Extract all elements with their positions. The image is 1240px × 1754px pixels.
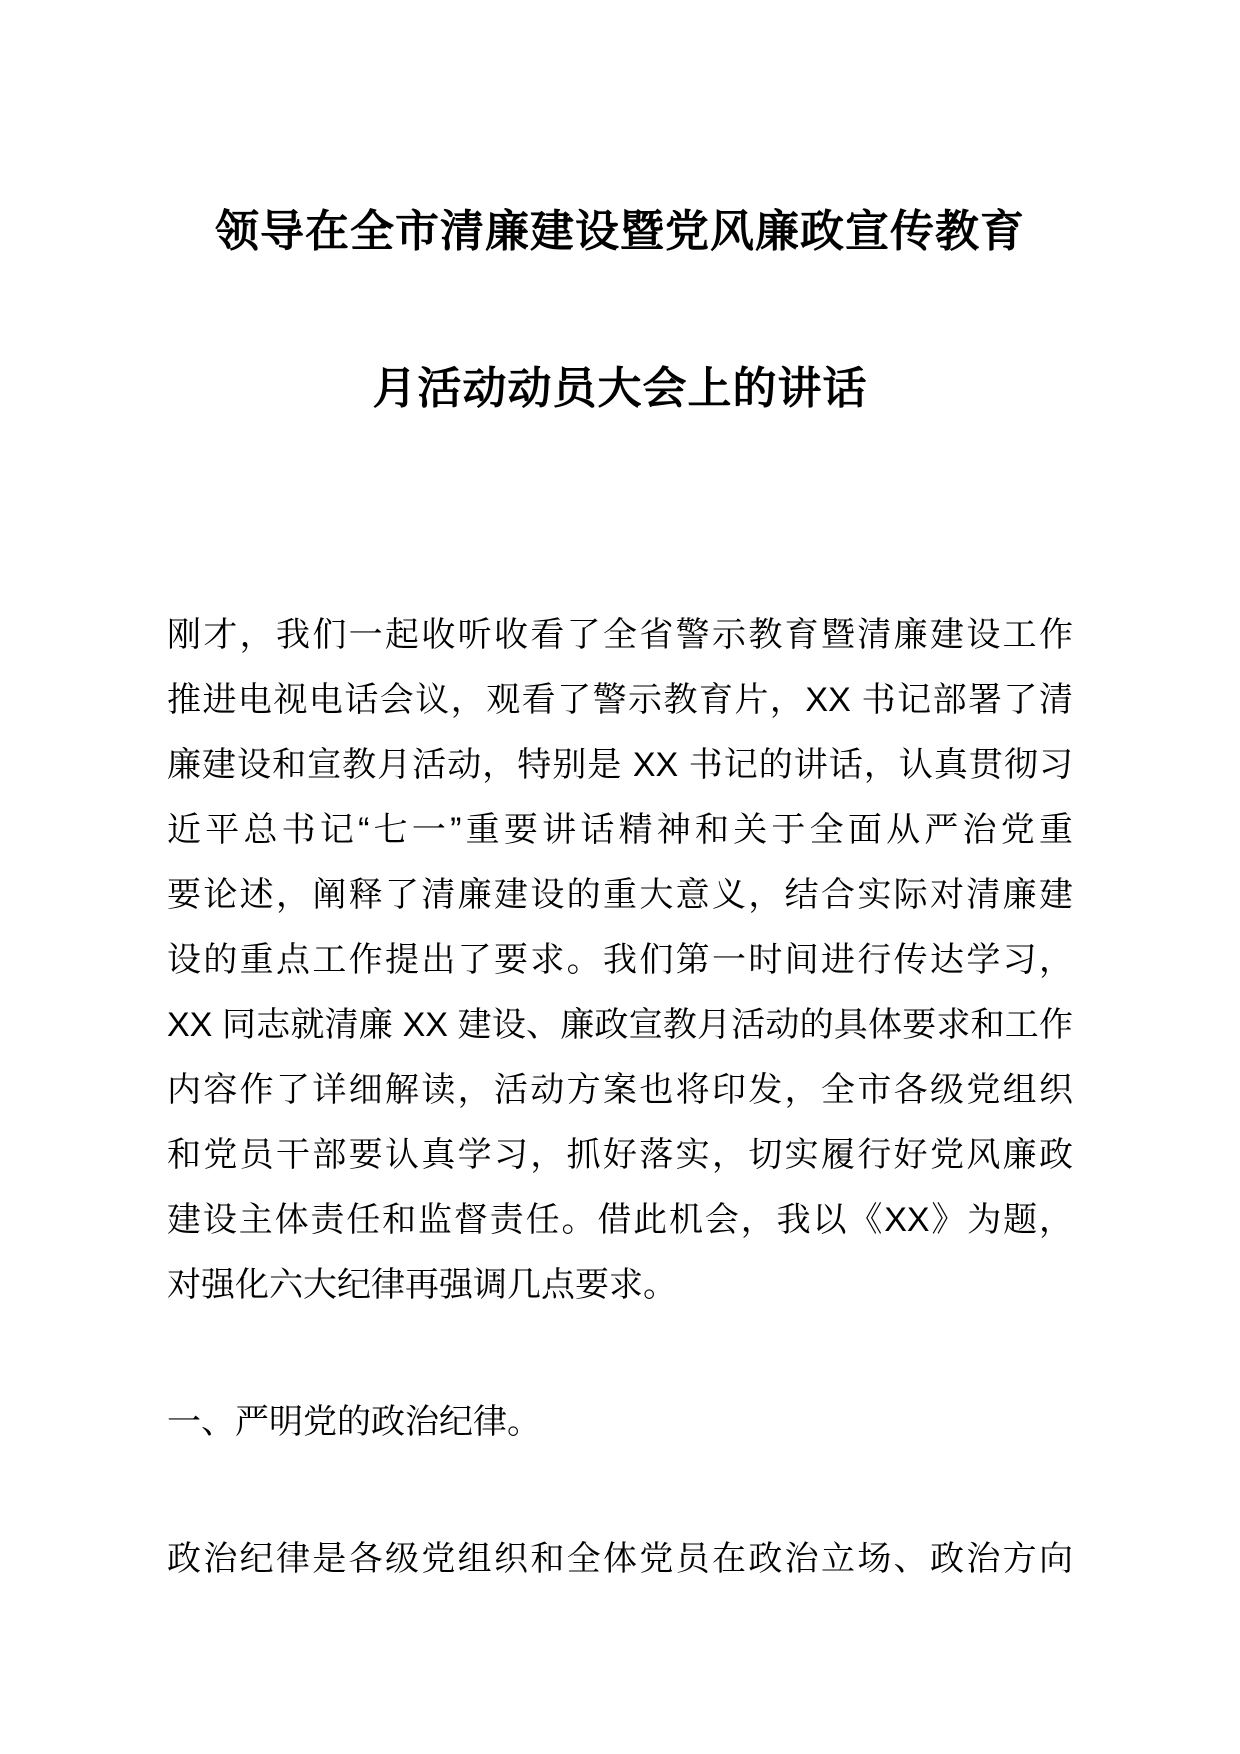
- paragraph-section-heading: [167, 1390, 1073, 1455]
- document-title: [167, 153, 1073, 467]
- text-line: 和党员干部要认真学习，抓好落实，切实履行好党风廉政: [167, 1136, 1073, 1174]
- text-line: 廉建设和宣教月活动，特别是 XX 书记的讲话，认真贯彻习: [167, 746, 1073, 784]
- text-line: XX 同志就清廉 XX 建设、廉政宣教月活动的具体要求和工作: [167, 1006, 1073, 1044]
- text-line: 推进电视电话会议，观看了警示教育片，XX 书记部署了清: [167, 681, 1073, 719]
- paragraph-section-body: [167, 1527, 1073, 1592]
- paragraph-intro: [167, 603, 1073, 1318]
- document-body: [167, 603, 1073, 1592]
- text-line: 要论述，阐释了清廉建设的重大意义，结合实际对清廉建: [167, 876, 1073, 914]
- text-line: 对强化六大纪律再强调几点要求。: [167, 1266, 677, 1304]
- text-line: 政治纪律是各级党组织和全体党员在政治立场、政治方向: [167, 1540, 1073, 1578]
- document-title-line-1: 领导在全市清廉建设暨党风廉政宣传教育: [215, 207, 1025, 256]
- text-line: 设的重点工作提出了要求。我们第一时间进行传达学习，: [167, 941, 1073, 979]
- text-line: 内容作了详细解读，活动方案也将印发，全市各级党组织: [167, 1071, 1073, 1109]
- document-title-line-2: 月活动动员大会上的讲话: [372, 364, 868, 413]
- section-heading-line: 一、严明党的政治纪律。: [167, 1403, 541, 1441]
- text-line: 近平总书记“七一”重要讲话精神和关于全面从严治党重: [167, 811, 1073, 849]
- text-line: 刚才，我们一起收听收看了全省警示教育暨清廉建设工作: [167, 616, 1073, 654]
- text-line: 建设主体责任和监督责任。借此机会，我以《XX》为题，: [167, 1201, 1073, 1239]
